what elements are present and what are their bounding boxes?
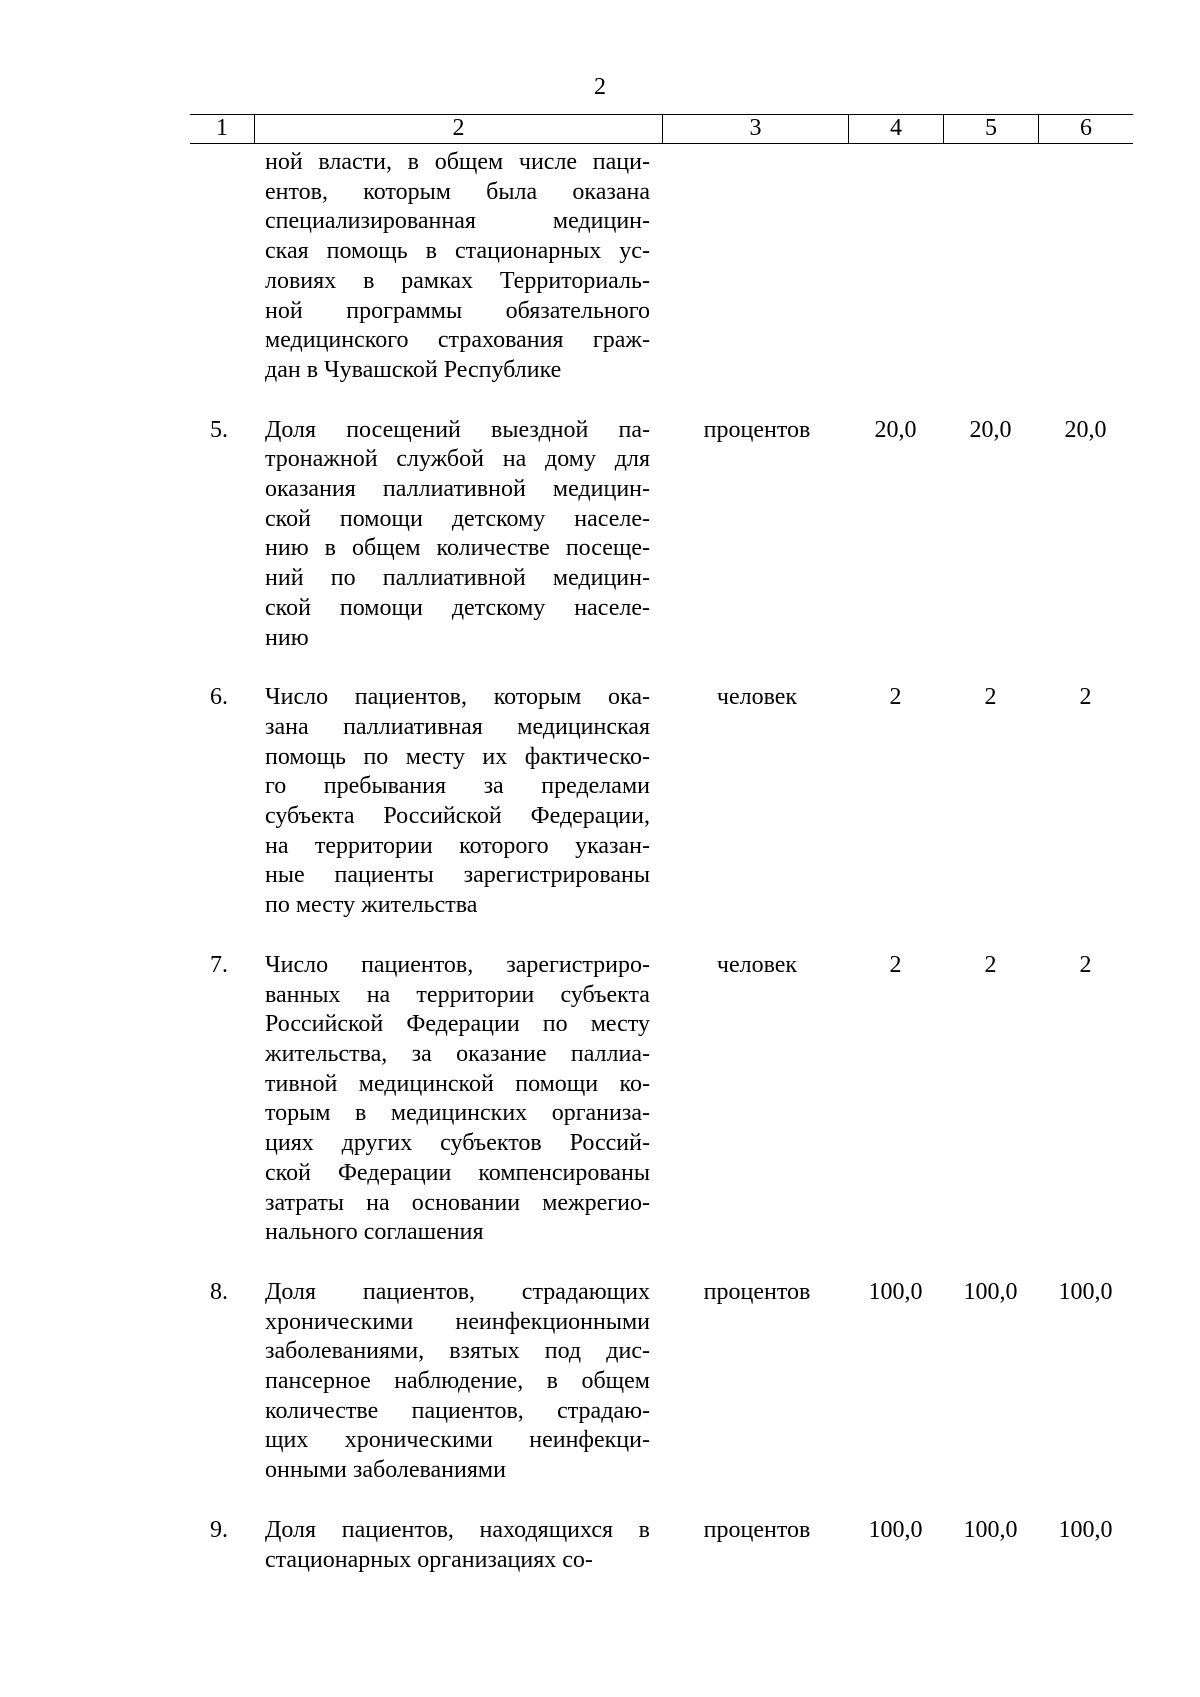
column-header-1: 1 <box>216 115 228 141</box>
word: выездной <box>491 416 589 443</box>
word: ской <box>265 594 311 621</box>
word: щих <box>265 1427 309 1454</box>
unit-cell <box>662 148 848 386</box>
word: оказание <box>456 1040 547 1067</box>
word: взятых <box>449 1338 520 1365</box>
description-line: нального соглашения <box>265 1219 484 1246</box>
description-line: онными заболеваниями <box>265 1457 506 1484</box>
word: хроническими <box>344 1427 493 1454</box>
value-cell-year-1: 20,0 <box>874 416 917 443</box>
word: па- <box>618 416 650 443</box>
value-cell-year-1: 100,0 <box>868 1516 923 1543</box>
word: ока- <box>608 684 650 711</box>
word: которого <box>459 832 549 859</box>
word: пациентов, <box>341 1516 454 1543</box>
word: ентов, <box>265 178 328 205</box>
word: субъекта <box>560 981 650 1008</box>
description-line-holder <box>265 148 650 178</box>
word: помощь <box>326 238 408 265</box>
description-line-holder <box>265 861 650 891</box>
description-line-holder <box>265 1070 650 1100</box>
word: которым <box>363 178 451 205</box>
word: пансерное <box>265 1368 371 1395</box>
word: страдающих <box>521 1278 650 1305</box>
word: посещений <box>346 416 461 443</box>
word: по <box>542 1011 568 1038</box>
word: тронажной <box>265 446 378 473</box>
description-line-holder <box>265 1426 650 1456</box>
word: указан- <box>575 832 650 859</box>
word: населе- <box>574 505 650 532</box>
word: паллиативной <box>382 476 526 503</box>
word: тивной <box>265 1070 338 1097</box>
word: под <box>544 1338 582 1365</box>
value-cell-year-2: 100,0 <box>963 1278 1018 1305</box>
table-row <box>190 683 1133 921</box>
word: территории <box>314 832 433 859</box>
word: в <box>546 1368 558 1395</box>
word: ловиях <box>265 267 337 294</box>
value-cell-year-3: 20,0 <box>1064 416 1107 443</box>
description-line: стационарных организациях со- <box>265 1546 593 1573</box>
word: населе- <box>574 594 650 621</box>
word: по <box>330 565 356 592</box>
word: дому <box>545 446 596 473</box>
value-cell-year-2: 2 <box>984 684 997 711</box>
description-line-holder <box>265 356 650 386</box>
description-line-holder <box>265 1516 650 1546</box>
word: паци- <box>592 149 650 175</box>
table-row <box>190 148 1133 386</box>
word: пределами <box>541 773 650 800</box>
description-line-holder <box>265 713 650 743</box>
word: на <box>366 981 391 1008</box>
table-body <box>190 148 1133 1575</box>
word: пациентов, <box>354 684 467 711</box>
word: дис- <box>606 1338 650 1365</box>
description-line-holder <box>265 416 650 446</box>
word: затраты <box>265 1189 344 1216</box>
description-line-holder <box>265 1308 650 1338</box>
word: службой <box>396 446 484 473</box>
word: обязательного <box>505 297 650 324</box>
table-row <box>190 1278 1133 1486</box>
unit-cell: процентов <box>703 416 811 443</box>
word: в <box>425 238 438 265</box>
description-line-holder <box>265 178 650 208</box>
word: помощь <box>265 743 346 770</box>
column-header-3: 3 <box>662 115 848 143</box>
word: го <box>265 773 287 800</box>
indicator-description <box>254 148 662 386</box>
word: на <box>265 832 289 859</box>
description-line: дан в Чувашской Республике <box>265 356 562 383</box>
word: страдаю- <box>557 1397 650 1424</box>
word: неинфекционными <box>455 1308 650 1335</box>
description-line-holder <box>265 1010 650 1040</box>
indicator-description <box>254 1278 662 1486</box>
word: Доля <box>265 1278 317 1305</box>
word: помощи <box>339 505 423 532</box>
value-cell-year-3: 100,0 <box>1058 1516 1113 1543</box>
column-header-5: 5 <box>943 115 1038 143</box>
word: количестве <box>436 535 550 562</box>
word: находящихся <box>479 1516 614 1543</box>
description-line-holder <box>265 981 650 1011</box>
row-number: 8. <box>210 1278 228 1305</box>
description-line-holder <box>265 297 650 327</box>
word: на <box>366 1189 390 1216</box>
row-number: 9. <box>210 1516 228 1543</box>
word: ний <box>265 565 304 592</box>
word: детскому <box>451 505 546 532</box>
description-line-holder <box>265 1397 650 1427</box>
word: посеще- <box>565 535 650 562</box>
word: организа- <box>551 1100 650 1127</box>
word: ванных <box>265 981 341 1008</box>
word: специализированная <box>265 208 476 235</box>
description-line-holder <box>265 683 650 713</box>
word: пациентов, <box>361 951 474 978</box>
word: зарегистрированы <box>463 862 650 889</box>
word: оказана <box>572 178 650 205</box>
word: субъекта <box>265 803 355 830</box>
word: рамках <box>401 267 474 294</box>
word: межрегио- <box>542 1189 650 1216</box>
word: за <box>411 1040 432 1067</box>
value-cell-year-1: 2 <box>889 951 902 978</box>
indicator-description <box>254 1516 662 1575</box>
word: для <box>614 446 650 473</box>
description-line-holder <box>265 1159 650 1189</box>
indicator-description <box>254 416 662 654</box>
word: паллиа- <box>570 1040 650 1067</box>
word: общем <box>581 1368 650 1395</box>
table-header-row <box>190 114 1133 144</box>
word: числе <box>518 149 578 175</box>
word: других <box>341 1130 413 1157</box>
word: паллиативной <box>382 565 526 592</box>
description-line-holder <box>265 1456 650 1486</box>
description-line-holder <box>265 564 650 594</box>
column-header-6: 6 <box>1038 115 1133 143</box>
word: месту <box>405 743 465 770</box>
word: медицин- <box>552 476 650 503</box>
word: торым <box>265 1100 331 1127</box>
word: за <box>483 773 504 800</box>
word: количестве <box>265 1397 379 1424</box>
word: стационарных <box>455 238 602 265</box>
word: неинфекци- <box>529 1427 650 1454</box>
column-header-2: 2 <box>254 115 662 143</box>
word: была <box>486 178 538 205</box>
description-line-holder <box>265 534 650 564</box>
word: жительства, <box>265 1040 388 1067</box>
description-line: по месту жительства <box>265 892 478 919</box>
value-cell-year-3 <box>1038 148 1133 386</box>
word: Российской <box>265 1011 384 1038</box>
value-cell-year-1: 100,0 <box>868 1278 923 1305</box>
word: в <box>355 1100 367 1127</box>
word: программы <box>346 297 463 324</box>
description-line-holder <box>265 267 650 297</box>
word: субъектов <box>440 1130 542 1157</box>
page-number: 2 <box>594 74 606 100</box>
word: паллиативная <box>343 713 483 740</box>
indicator-description <box>254 951 662 1248</box>
word: Федерации <box>406 1011 520 1038</box>
word: Российской <box>383 803 502 830</box>
description-line-holder <box>265 951 650 981</box>
word: месту <box>590 1011 650 1038</box>
word: территории <box>416 981 535 1008</box>
description-line-holder <box>265 1337 650 1367</box>
word: ской <box>265 1159 311 1186</box>
word: ус- <box>619 238 650 265</box>
word: ной <box>265 149 303 175</box>
word: компенсированы <box>478 1159 650 1186</box>
value-cell-year-3: 2 <box>1079 951 1092 978</box>
row-number: 5. <box>210 416 228 443</box>
word: Число <box>265 684 329 711</box>
description-line-holder <box>265 207 650 237</box>
word: заболеваниями, <box>265 1338 425 1365</box>
value-cell-year-2: 2 <box>984 951 997 978</box>
description-line-holder <box>265 1367 650 1397</box>
description-line-holder <box>265 445 650 475</box>
word: пациентов, <box>362 1278 476 1305</box>
description-line-holder <box>265 832 650 862</box>
word: пребывания <box>323 773 447 800</box>
value-cell-year-2: 100,0 <box>963 1516 1018 1543</box>
column-header-4: 4 <box>848 115 943 143</box>
word: общем <box>352 535 421 562</box>
word: детскому <box>451 594 546 621</box>
value-cell-year-3: 100,0 <box>1058 1278 1113 1305</box>
value-cell-year-2 <box>943 148 1038 386</box>
word: медицин- <box>552 565 650 592</box>
unit-cell: процентов <box>703 1278 811 1305</box>
word: в <box>324 535 336 562</box>
word: медицинского <box>265 327 409 354</box>
word: медицинская <box>517 713 650 740</box>
word: циях <box>265 1130 314 1157</box>
description-line-holder <box>265 505 650 535</box>
word: Федерации, <box>530 803 650 830</box>
word: которым <box>493 684 582 711</box>
table-row <box>190 951 1133 1248</box>
indicator-description <box>254 683 662 921</box>
row-number <box>190 148 254 386</box>
word: Доля <box>265 416 317 443</box>
description-line-holder <box>265 891 650 921</box>
description-line-holder <box>265 802 650 832</box>
table-row <box>190 416 1133 654</box>
row-number: 7. <box>210 951 228 978</box>
word: медицинской <box>358 1070 494 1097</box>
description-line-holder <box>265 1278 650 1308</box>
word: ской <box>265 505 311 532</box>
word: их <box>482 743 508 770</box>
word: Россий- <box>569 1130 650 1157</box>
word: в <box>638 1516 650 1543</box>
value-cell-year-2: 20,0 <box>969 416 1012 443</box>
word: зарегистриро- <box>506 951 650 978</box>
value-cell-year-3: 2 <box>1079 684 1092 711</box>
word: Число <box>265 951 329 978</box>
table-row <box>190 1516 1133 1575</box>
word: граж- <box>592 327 650 354</box>
word: Территориаль- <box>499 267 650 294</box>
unit-cell: человек <box>716 684 798 711</box>
value-cell-year-1: 2 <box>889 684 902 711</box>
word: оказания <box>265 476 356 503</box>
word: фактическо- <box>524 743 650 770</box>
word: власти, <box>318 149 392 175</box>
word: медицинских <box>390 1100 528 1127</box>
word: основании <box>411 1189 521 1216</box>
word: наблюдение, <box>394 1368 524 1395</box>
word: пациентов, <box>411 1397 524 1424</box>
word: ко- <box>619 1070 650 1097</box>
word: Федерации <box>337 1159 452 1186</box>
description-line-holder <box>265 1218 650 1248</box>
row-number: 6. <box>210 684 228 711</box>
unit-cell: человек <box>716 951 798 978</box>
word: в <box>363 267 375 294</box>
word: ные <box>265 862 305 889</box>
description-line-holder <box>265 624 650 654</box>
word: страхования <box>437 327 564 354</box>
word: на <box>502 446 527 473</box>
description-line-holder <box>265 1129 650 1159</box>
value-cell-year-1 <box>848 148 943 386</box>
word: нию <box>265 535 309 562</box>
word: помощи <box>339 594 423 621</box>
word: по <box>363 743 389 770</box>
word: зана <box>265 713 309 740</box>
word: помощи <box>515 1070 599 1097</box>
word: ская <box>265 238 309 265</box>
description-line-holder <box>265 743 650 773</box>
word: ной <box>265 297 303 324</box>
word: хроническими <box>265 1308 414 1335</box>
description-line-holder <box>265 772 650 802</box>
word: в <box>407 149 420 175</box>
description-line-holder <box>265 1040 650 1070</box>
unit-cell: процентов <box>703 1516 811 1543</box>
word: общем <box>434 149 504 175</box>
description-line-holder <box>265 1546 650 1576</box>
word: пациенты <box>334 862 434 889</box>
description-line-holder <box>265 1099 650 1129</box>
description-line-holder <box>265 475 650 505</box>
description-line-holder <box>265 1189 650 1219</box>
description-line: нию <box>265 624 309 651</box>
word: Доля <box>265 1516 317 1543</box>
description-line-holder <box>265 326 650 356</box>
description-line-holder <box>265 594 650 624</box>
word: медицин- <box>552 208 650 235</box>
description-line-holder <box>265 237 650 267</box>
